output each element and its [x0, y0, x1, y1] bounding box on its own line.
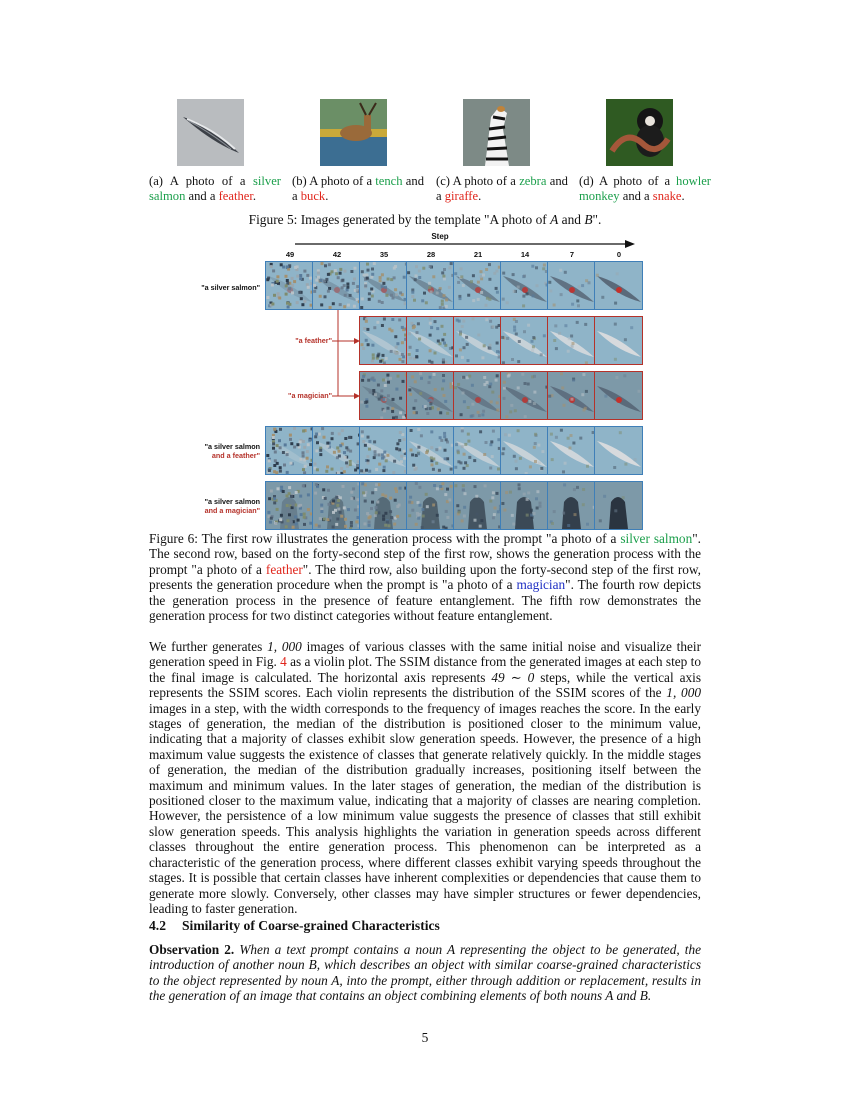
generation-step-image [360, 262, 407, 309]
generation-step-image [266, 482, 313, 529]
generation-step-image [407, 317, 454, 364]
generation-step-image [407, 427, 454, 474]
generation-step-image [548, 482, 595, 529]
generation-step-image [313, 262, 360, 309]
generation-step-image [360, 317, 407, 364]
generation-step-image [501, 372, 548, 419]
generation-step-image [595, 262, 642, 309]
subfigure-caption-a: (a) A photo of a silver salmon and a feather. [149, 174, 281, 203]
step-label-7: 7 [569, 250, 575, 259]
generation-step-image [360, 482, 407, 529]
subfigure-caption-b: (b) A photo of a tench and a buck. [292, 174, 424, 203]
generation-step-image [595, 372, 642, 419]
silver-salmon-feather-image [177, 99, 244, 166]
row-label-silver-salmon-and-magician: "a silver salmon and a magician" [204, 497, 260, 515]
step-label-49: 49 [285, 250, 295, 259]
step-label-14: 14 [520, 250, 530, 259]
figure-4-link[interactable]: 4 [280, 654, 287, 670]
generation-step-image [501, 262, 548, 309]
zebra-giraffe-image [463, 99, 530, 166]
page-number: 5 [421, 1030, 429, 1045]
step-label-21: 21 [473, 250, 483, 259]
generation-step-image [548, 372, 595, 419]
generation-step-image [501, 427, 548, 474]
generation-step-image [454, 317, 501, 364]
generation-step-image [454, 427, 501, 474]
figure-5-caption: Figure 5: Images generated by the template "A photo of A and B". [248, 212, 602, 227]
howler-monkey-snake-image [606, 99, 673, 166]
step-arrow [295, 240, 635, 248]
generation-step-image [266, 262, 313, 309]
generation-step-image [595, 482, 642, 529]
generation-step-image [407, 482, 454, 529]
section-heading: 4.2 Similarity of Coarse-grained Characteristics [149, 918, 440, 933]
step-label-0: 0 [616, 250, 622, 259]
generation-step-image [266, 427, 313, 474]
generation-step-image [501, 482, 548, 529]
figure-6-caption: Figure 6: The first row illustrates the generation process with the prompt "a photo of a silver salmon". The second row, based on the forty-second step of the first row, shows the generation process with the prompt "a photo of a feather". The third row, also building upon the forty-second step of the first row, presents the generation procedure when the prompt is "a photo of a magician". The fourth row depicts the generation process in the presence of feature entanglement. The fifth row demonstrates the generation process for two distinct categories without feature entanglement. [149, 531, 701, 624]
step-axis-label: Step [431, 232, 449, 241]
generation-step-image [407, 372, 454, 419]
step-label-28: 28 [426, 250, 436, 259]
branch-connector [330, 308, 362, 408]
generation-step-image [454, 262, 501, 309]
generation-step-image [595, 317, 642, 364]
row-label-magician: "a magician" [288, 391, 332, 400]
generation-step-image [548, 262, 595, 309]
generation-step-image [454, 372, 501, 419]
generation-step-image [313, 482, 360, 529]
generation-step-image [313, 427, 360, 474]
generation-step-image [548, 317, 595, 364]
generation-step-image [360, 427, 407, 474]
body-paragraph: We further generates 1, 000 images of various classes with the same initial noise and visualize their generation speed in Fig. 4 as a violin plot. The SSIM distance from the generated images at each step to the final image is calculated. The horizontal axis represents 49 ∼ 0 steps, while the vertical axis represents the SSIM scores. Each violin represents the distribution of the SSIM scores of the 1, 000 images in a step, with the width corresponds to the frequency of images reaches the score. In the early stages of generation, the median of the distribution is positioned closer to the minimum value, indicating that a majority of classes exhibit slow generation speeds. However, the presence of a high maximum value suggests the existence of classes that generate relatively quickly. In the middle stages of generation, the median of the distribution gradually increases, positioning itself between the maximum and minimum values. In the later stages of generation, the median of the distribution is positioned closer to the maximum value, indicating that a majority of classes are nearing completion. However, the persistence of a low minimum value suggests the presence of classes that still exhibit slow generation speeds. This analysis highlights the variation in generation speeds across different classes throughout the entire generation process. This phenomenon can be interpreted as a characteristic of the generation process, where different classes exhibit varying speeds throughout the stages. It is possible that certain classes have inherent complexities or dependencies that cause them to generate more slowly. Conversely, other classes may have simpler structures or fewer dependencies, leading to faster generation. [149, 639, 702, 916]
generation-step-image [501, 317, 548, 364]
row-label-silver-salmon-and-feather: "a silver salmon and a feather" [204, 442, 260, 460]
generation-step-image [454, 482, 501, 529]
step-label-35: 35 [379, 250, 389, 259]
subfigure-caption-d: (d) A photo of a howler monkey and a snake. [579, 174, 711, 203]
row-label-silver-salmon: "a silver salmon" [201, 283, 260, 292]
row-label-feather: "a feather" [295, 336, 332, 345]
subfigure-caption-c: (c) A photo of a zebra and a giraffe. [436, 174, 568, 203]
tench-buck-image [320, 99, 387, 166]
step-label-42: 42 [332, 250, 342, 259]
observation-2: Observation 2. When a text prompt contains a noun A representing the object to be generated, the introduction of another noun B, which describes an object with similar coarse-grained characteristics to the object represented by noun A, into the prompt, either through addition or replacement, results in the generation of an image that contains an object combining elements of both nouns A and B. [149, 942, 701, 1004]
generation-step-image [548, 427, 595, 474]
generation-step-image [360, 372, 407, 419]
generation-step-image [407, 262, 454, 309]
generation-step-image [595, 427, 642, 474]
